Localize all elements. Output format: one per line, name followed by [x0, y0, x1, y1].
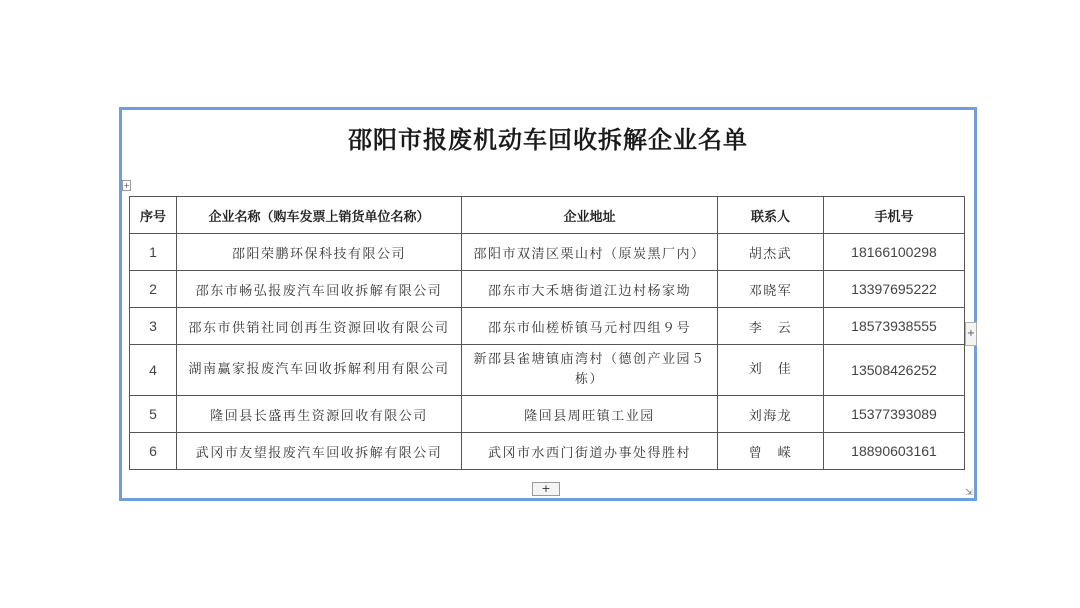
table-row [130, 345, 965, 396]
cell-contact: 胡杰武 [718, 234, 824, 271]
cell-contact: 李 云 [718, 308, 824, 345]
cell-phone: 15377393089 [824, 396, 965, 433]
cell-address: 邵阳市双清区栗山村（原炭黑厂内） [462, 234, 718, 271]
table-header-row [130, 197, 965, 234]
cell-index: 2 [130, 271, 177, 308]
document-frame [119, 107, 977, 501]
table-row [130, 271, 965, 308]
cell-company: 邵东市供销社同创再生资源回收有限公司 [177, 308, 462, 345]
resize-handle-icon[interactable]: ⇲ [965, 488, 973, 498]
table-row [130, 308, 965, 345]
cell-address: 邵东市大禾塘街道江边村杨家坳 [462, 271, 718, 308]
header-index: 序号 [130, 197, 177, 234]
table-row [130, 433, 965, 470]
cell-phone: 13508426252 [824, 345, 965, 396]
add-column-button[interactable]: + [965, 322, 977, 346]
cell-phone: 18890603161 [824, 433, 965, 470]
cell-index: 1 [130, 234, 177, 271]
header-phone: 手机号 [824, 197, 965, 234]
cell-company: 邵阳荣鹏环保科技有限公司 [177, 234, 462, 271]
cell-contact: 邓晓军 [718, 271, 824, 308]
table-row [130, 396, 965, 433]
cell-phone: 18573938555 [824, 308, 965, 345]
add-row-button[interactable]: + [532, 482, 560, 496]
company-table [129, 196, 965, 470]
cell-contact: 刘 佳 [718, 345, 824, 396]
header-company: 企业名称（购车发票上销货单位名称） [177, 197, 462, 234]
cell-company: 武冈市友望报废汽车回收拆解有限公司 [177, 433, 462, 470]
header-contact: 联系人 [718, 197, 824, 234]
cell-address: 隆回县周旺镇工业园 [462, 396, 718, 433]
header-address: 企业地址 [462, 197, 718, 234]
cell-contact: 刘海龙 [718, 396, 824, 433]
cell-index: 4 [130, 345, 177, 396]
cell-index: 3 [130, 308, 177, 345]
cell-address: 武冈市水西门街道办事处得胜村 [462, 433, 718, 470]
cell-phone: 18166100298 [824, 234, 965, 271]
cell-address: 新邵县雀塘镇庙湾村（德创产业园５栋） [462, 345, 718, 396]
cell-company: 湖南赢家报废汽车回收拆解利用有限公司 [177, 345, 462, 396]
cell-phone: 13397695222 [824, 271, 965, 308]
cell-index: 5 [130, 396, 177, 433]
cell-address: 邵东市仙槎桥镇马元村四组９号 [462, 308, 718, 345]
cell-index: 6 [130, 433, 177, 470]
table-row [130, 234, 965, 271]
document-title: 邵阳市报废机动车回收拆解企业名单 [348, 125, 748, 154]
cell-contact: 曾 嵘 [718, 433, 824, 470]
cell-company: 隆回县长盛再生资源回收有限公司 [177, 396, 462, 433]
cell-company: 邵东市畅弘报废汽车回收拆解有限公司 [177, 271, 462, 308]
table-move-handle[interactable]: + [123, 181, 130, 190]
